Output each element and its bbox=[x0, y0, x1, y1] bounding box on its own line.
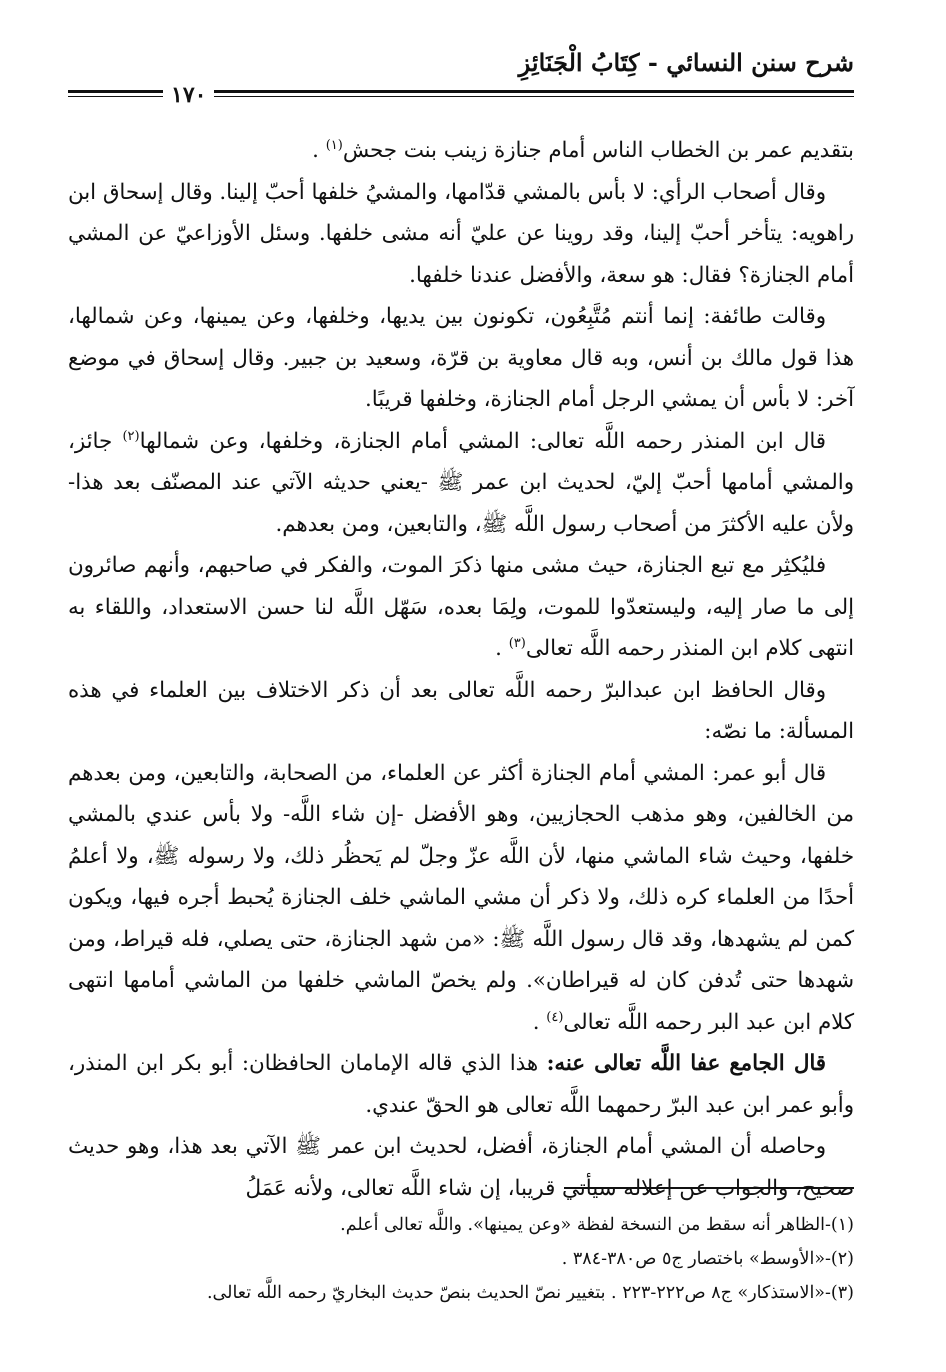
footnote: (٣)-«الاستذكار» ج٨ ص٢٢٢-٢٢٣ . بتغيير نصّ الحديث بنصّ حديث البخاريّ رحمه اللَّه تعالى. bbox=[206, 1283, 854, 1303]
footnotes bbox=[68, 1208, 854, 1310]
running-title: شرح سنن النسائي - كِتَابُ الْجَنَائِزِ bbox=[518, 48, 854, 77]
paragraph-text: قال ابن المنذر رحمه اللَّه تعالى: المشي أمام الجنازة، وخلفها، وعن شمالها bbox=[139, 428, 826, 454]
paragraph-text: وقال أصحاب الرأي: لا بأس بالمشي قدّامها، والمشيُ خلفها أحبّ إلينا. وقال إسحاق ابن راهويه: يتأخر أحبّ إلينا، وقد روينا عن عليّ أنه مشى خلفها. وسئل الأوزاعيّ عن المشي أمام الجنازة؟ فقال: هو سعة، والأفضل عندنا خلفها. bbox=[68, 179, 854, 288]
page-header bbox=[68, 40, 854, 108]
paragraph bbox=[68, 172, 854, 297]
page-number: ١٧٠ bbox=[163, 82, 214, 108]
paragraph-text: قال أبو عمر: المشي أمام الجنازة أكثر عن العلماء، من الصحابة، والتابعين، ومن بعدهم من الخالفين، وهو مذهب الحجازيين، وهو الأفضل -إن شاء اللَّه- ولا بأس عندي بالمشي خلفها، وحيث شاء الماشي منها، لأن اللَّه عزّ وجلّ لم يَحظُر ذلك، ولا رسوله ﷺ، ولا أعلمُ أحدًا من العلماء كره ذلك، ولا ذكر أن مشي الماشي خلف الجنازة يُحبط أجره فيها، ويكون كمن لم يشهدها، وقد قال رسول اللَّه ﷺ: «من شهد الجنازة، حتى يصلي، فله قيراط، ومن شهدها حتى تُدفن كان له قيراطان». ولم يخصّ الماشي خلفها من الماشي أمامها انتهى كلام ابن عبد البر رحمه اللَّه تعالى bbox=[68, 760, 854, 1035]
paragraph bbox=[68, 753, 854, 1044]
book-page bbox=[68, 40, 854, 1303]
footnote-marker: (٣) bbox=[508, 635, 526, 651]
paragraph-text: وقال الحافظ ابن عبدالبرّ رحمه اللَّه تعالى بعد أن ذكر الاختلاف بين العلماء في هذه المسألة: ما نصّه: bbox=[68, 677, 854, 744]
footnote-marker: (٢) bbox=[122, 428, 140, 444]
footnote: (٢)-«الأوسط» باختصار ج٥ ص٣٨٠-٣٨٤ . bbox=[561, 1249, 854, 1269]
paragraph bbox=[68, 1126, 854, 1209]
paragraph-tail: جائز، والمشي أمامها أحبّ إليّ، لحديث ابن عمر ﷺ -يعني حديثه الآتي عند المصنّف بعد هذا- ولأن عليه الأكثرَ من أصحاب رسول اللَّه ﷺ، والتابعين، ومن بعدهم. bbox=[68, 428, 854, 537]
footnote-separator bbox=[564, 1187, 854, 1189]
footnote-marker: (١) bbox=[325, 137, 343, 153]
footnote-marker: (٤) bbox=[546, 1009, 564, 1025]
paragraph-tail: . bbox=[495, 636, 509, 661]
paragraph bbox=[68, 1043, 854, 1126]
author-remark-lead: قال الجامع عفا اللَّه تعالى عنه: bbox=[546, 1051, 826, 1076]
paragraph-text: هذا الذي قاله الإمامان الحافظان: أبو بكر ابن المنذر، وأبو عمر ابن عبد البرّ رحمهما اللَّه تعالى هو الحقّ عندي. bbox=[68, 1051, 854, 1118]
footnote: (١)-الظاهر أنه سقط من النسخة لفظة «وعن يمينها». واللَّه تعالى أعلم. bbox=[340, 1215, 854, 1235]
paragraph bbox=[68, 545, 854, 670]
paragraph bbox=[68, 130, 854, 172]
paragraph-text: بتقديم عمر بن الخطاب الناس أمام جنازة زينب بنت جحش bbox=[342, 138, 854, 163]
paragraph bbox=[68, 670, 854, 753]
paragraph bbox=[68, 421, 854, 546]
main-text bbox=[68, 130, 854, 1209]
paragraph-tail: . bbox=[312, 138, 326, 163]
paragraph-text: وحاصله أن المشي أمام الجنازة، أفضل، لحديث ابن عمر ﷺ الآتي بعد هذا، وهو حديث صحيح، والجواب عن إعلاله سيأتي قريبا، إن شاء اللَّه تعالى، ولأنه عَمَلُ bbox=[68, 1134, 854, 1201]
paragraph-text: فليُكثِر مع تبع الجنازة، حيث مشى منها ذكرَ الموت، والفكر في صاحبهم، وأنهم صائرون إلى ما صار إليه، وليستعدّوا للموت، ولِمَا بعده، سَهّل اللَّه لنا حسن الاستعداد، واللقاء به انتهى كلام ابن المنذر رحمه اللَّه تعالى bbox=[68, 553, 854, 661]
paragraph bbox=[68, 296, 854, 421]
paragraph-tail: . bbox=[532, 1009, 547, 1035]
paragraph-text: وقالت طائفة: إنما أنتم مُتَّبِعُون، تكونون بين يديها، وخلفها، وعن يمينها، وعن شمالها، هذا قول مالك بن أنس، وبه قال معاوية بن قرّة، وسعيد بن جبير. وقال إسحاق في موضع آخر: لا بأس أن يمشي الرجل أمام الجنازة، وخلفها قريبًا. bbox=[68, 304, 854, 412]
